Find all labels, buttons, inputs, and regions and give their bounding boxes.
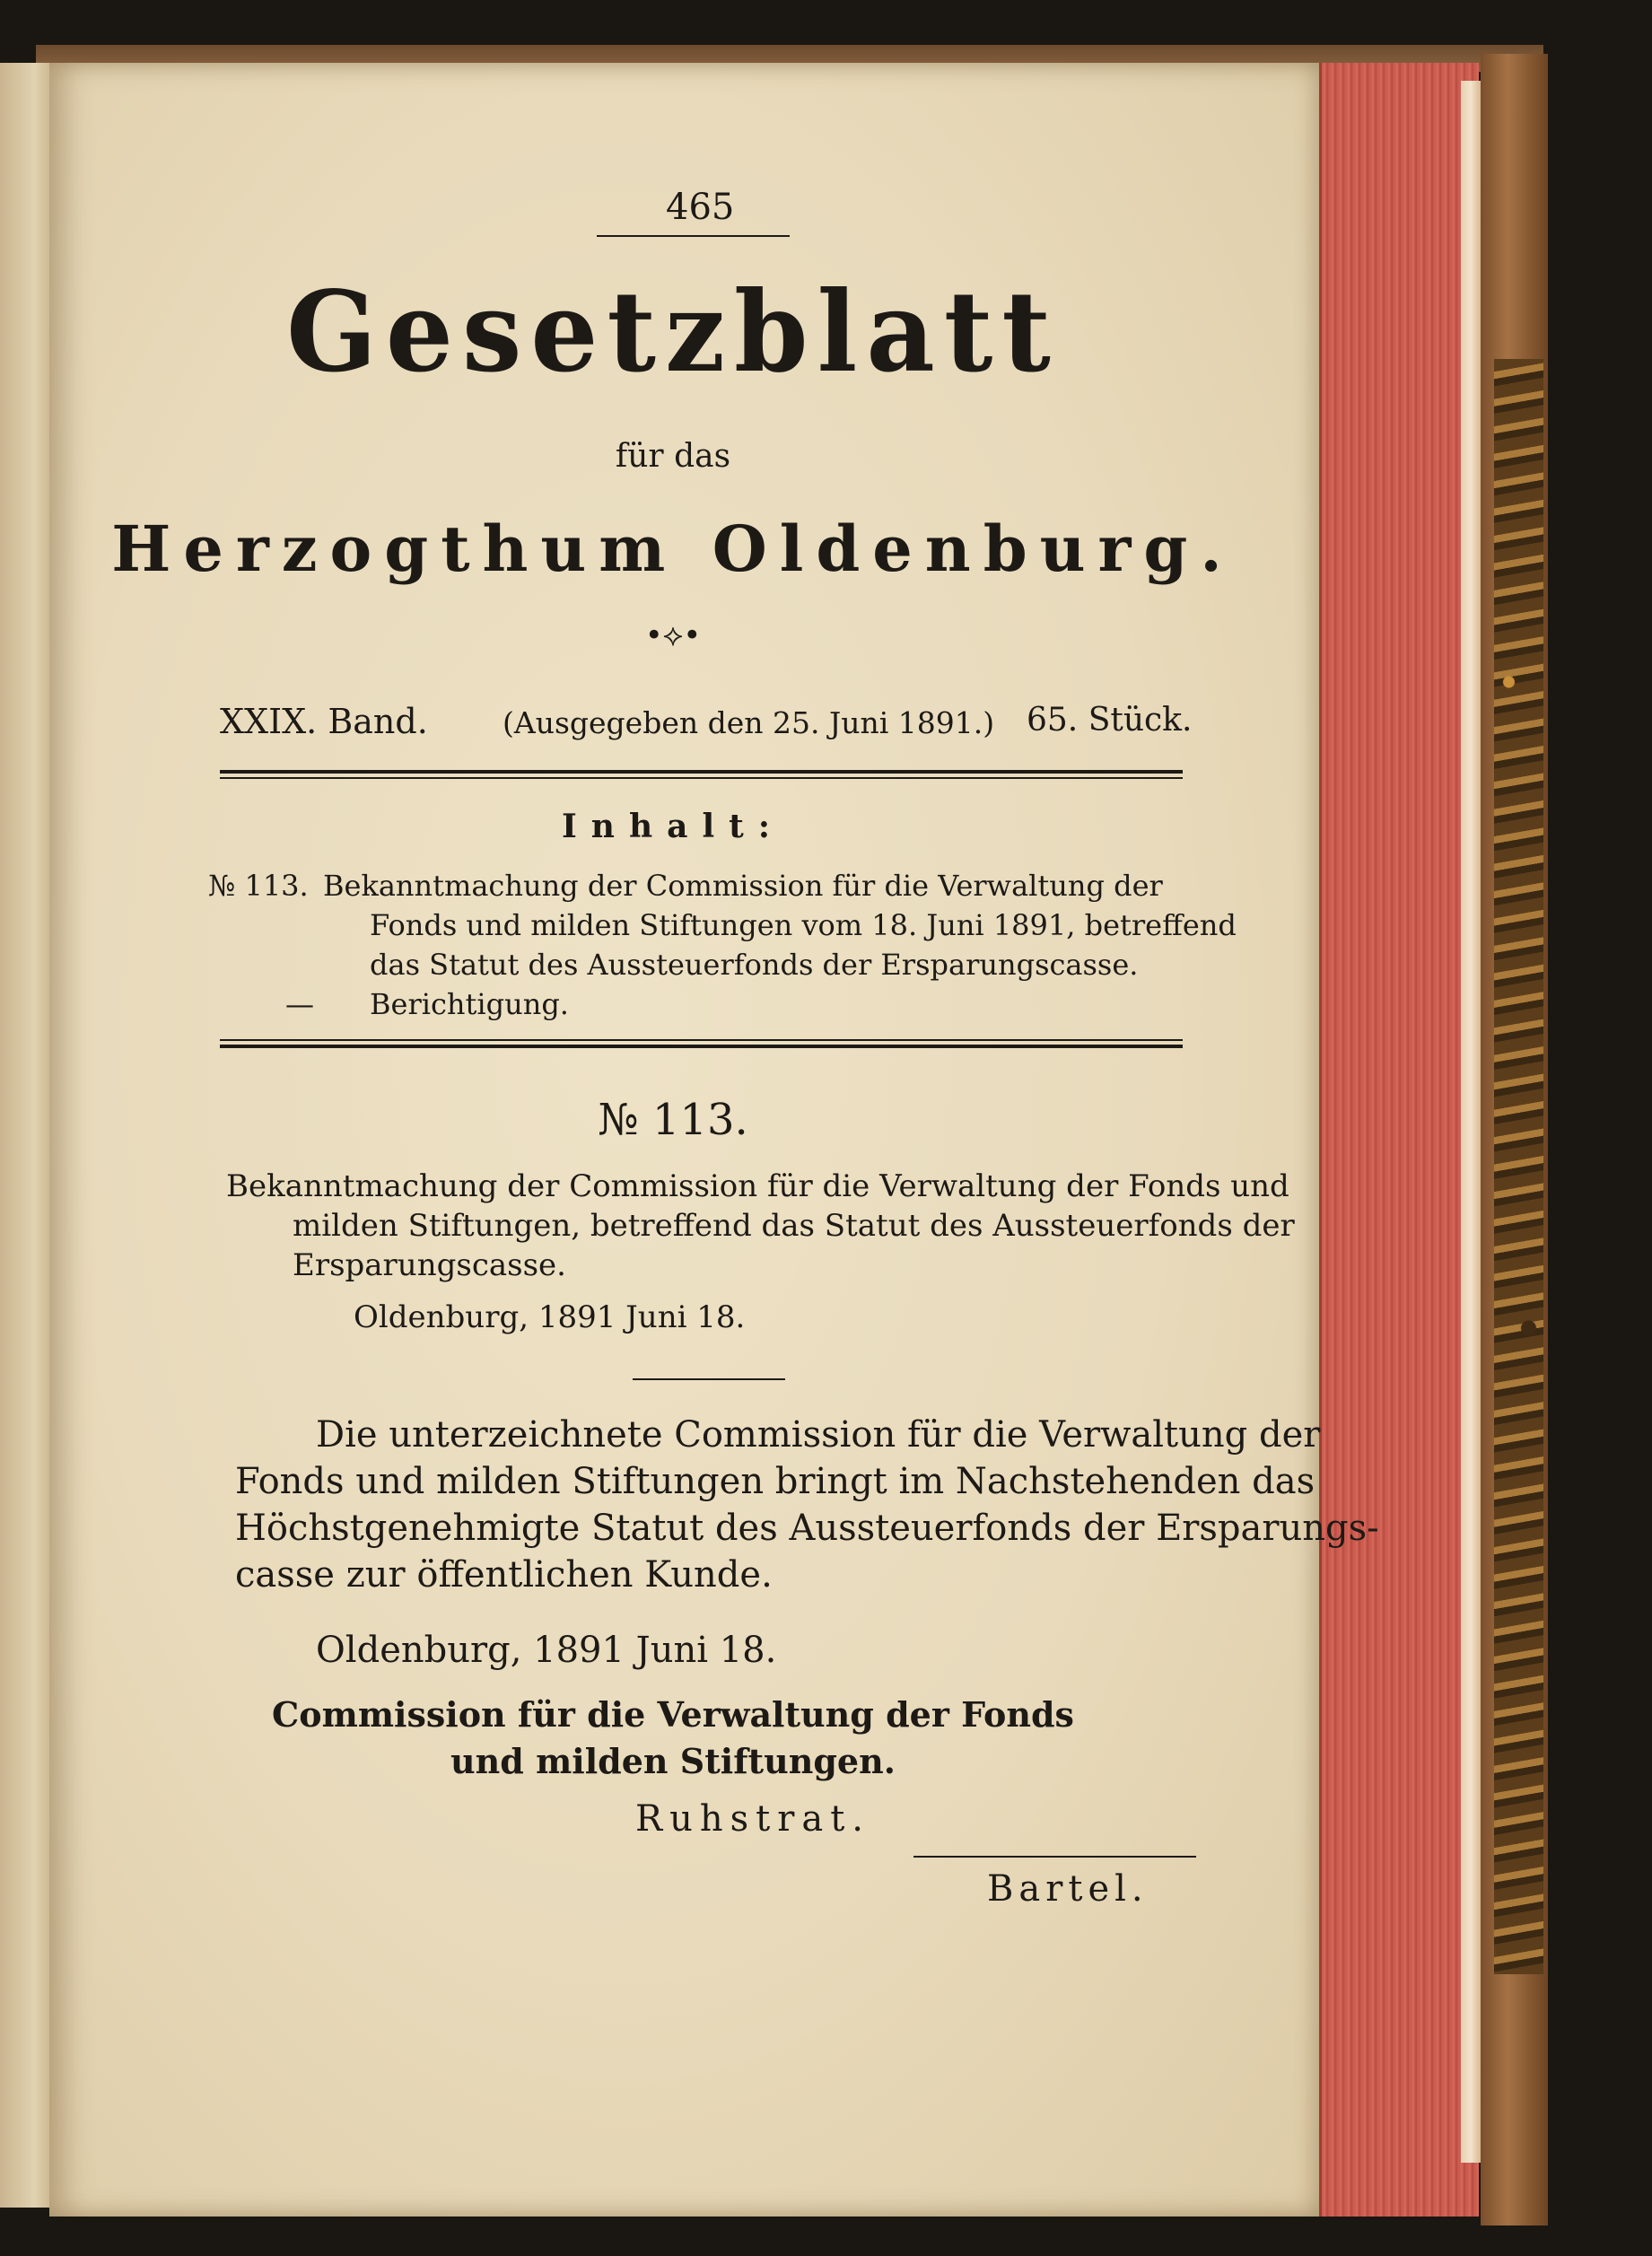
- notice-body-line: Die unterzeichnete Commission für die Verwaltung der: [316, 1414, 1321, 1456]
- header-double-rule-top: [220, 770, 1183, 774]
- issue-volume: XXIX. Band.: [220, 702, 428, 741]
- contents-entry-line: Fonds und milden Stiftungen vom 18. Juni 1891, betreffend: [370, 908, 1237, 942]
- notice-body-line: Höchstgenehmigte Statut des Aussteuerfonds der Ersparungs-: [235, 1508, 1379, 1549]
- header-double-rule-bottom: [220, 777, 1183, 779]
- notice-body-line: Fonds und milden Stiftungen bringt im Nachstehenden das: [235, 1461, 1315, 1502]
- notice-date-line: Oldenburg, 1891 Juni 18.: [354, 1299, 746, 1335]
- signatory-bartel: Bartel.: [987, 1868, 1149, 1910]
- issue-date: (Ausgegeben den 25. Juni 1891.): [503, 705, 995, 740]
- page-number: 465: [666, 187, 735, 228]
- masthead-title: Gesetzblatt: [286, 266, 1060, 398]
- signature-rule: [913, 1856, 1196, 1858]
- signatory-ruhstrat: Ruhstrat.: [635, 1798, 870, 1840]
- contents-entry-line: das Statut des Aussteuerfonds der Ersparungscasse.: [370, 948, 1139, 982]
- page-number-rule: [597, 235, 790, 237]
- contents-double-rule-top: [220, 1039, 1183, 1041]
- notice-heading-line: Bekanntmachung der Commission für die Verwaltung der Fonds und: [226, 1168, 1289, 1204]
- notice-heading-line: Ersparungscasse.: [293, 1247, 566, 1283]
- notice-body-line: casse zur öffentlichen Kunde.: [235, 1554, 773, 1596]
- contents-entry-number: № 113.: [208, 869, 309, 903]
- place-date: Oldenburg, 1891 Juni 18.: [316, 1630, 777, 1671]
- contents-heading: Inhalt:: [561, 808, 785, 845]
- contents-entry-number: —: [285, 987, 314, 1021]
- signature-line: Commission für die Verwaltung der Fonds: [272, 1694, 1074, 1735]
- contents-entry-line: Berichtigung.: [370, 987, 569, 1021]
- notice-number: № 113.: [598, 1095, 748, 1145]
- issue-piece: 65. Stück.: [1027, 702, 1193, 739]
- contents-double-rule-bottom: [220, 1045, 1183, 1048]
- masthead-ornament: •⟡•: [644, 617, 702, 653]
- masthead-subtitle-large: Herzogthum Oldenburg.: [111, 512, 1235, 586]
- signature-line: und milden Stiftungen.: [450, 1741, 896, 1781]
- notice-heading-line: milden Stiftungen, betreffend das Statut des Aussteuerfonds der: [293, 1208, 1295, 1244]
- masthead-subtitle-small: für das: [615, 438, 731, 475]
- contents-entry-line: Bekanntmachung der Commission für die Verwaltung der: [323, 869, 1163, 903]
- section-divider: [633, 1378, 785, 1380]
